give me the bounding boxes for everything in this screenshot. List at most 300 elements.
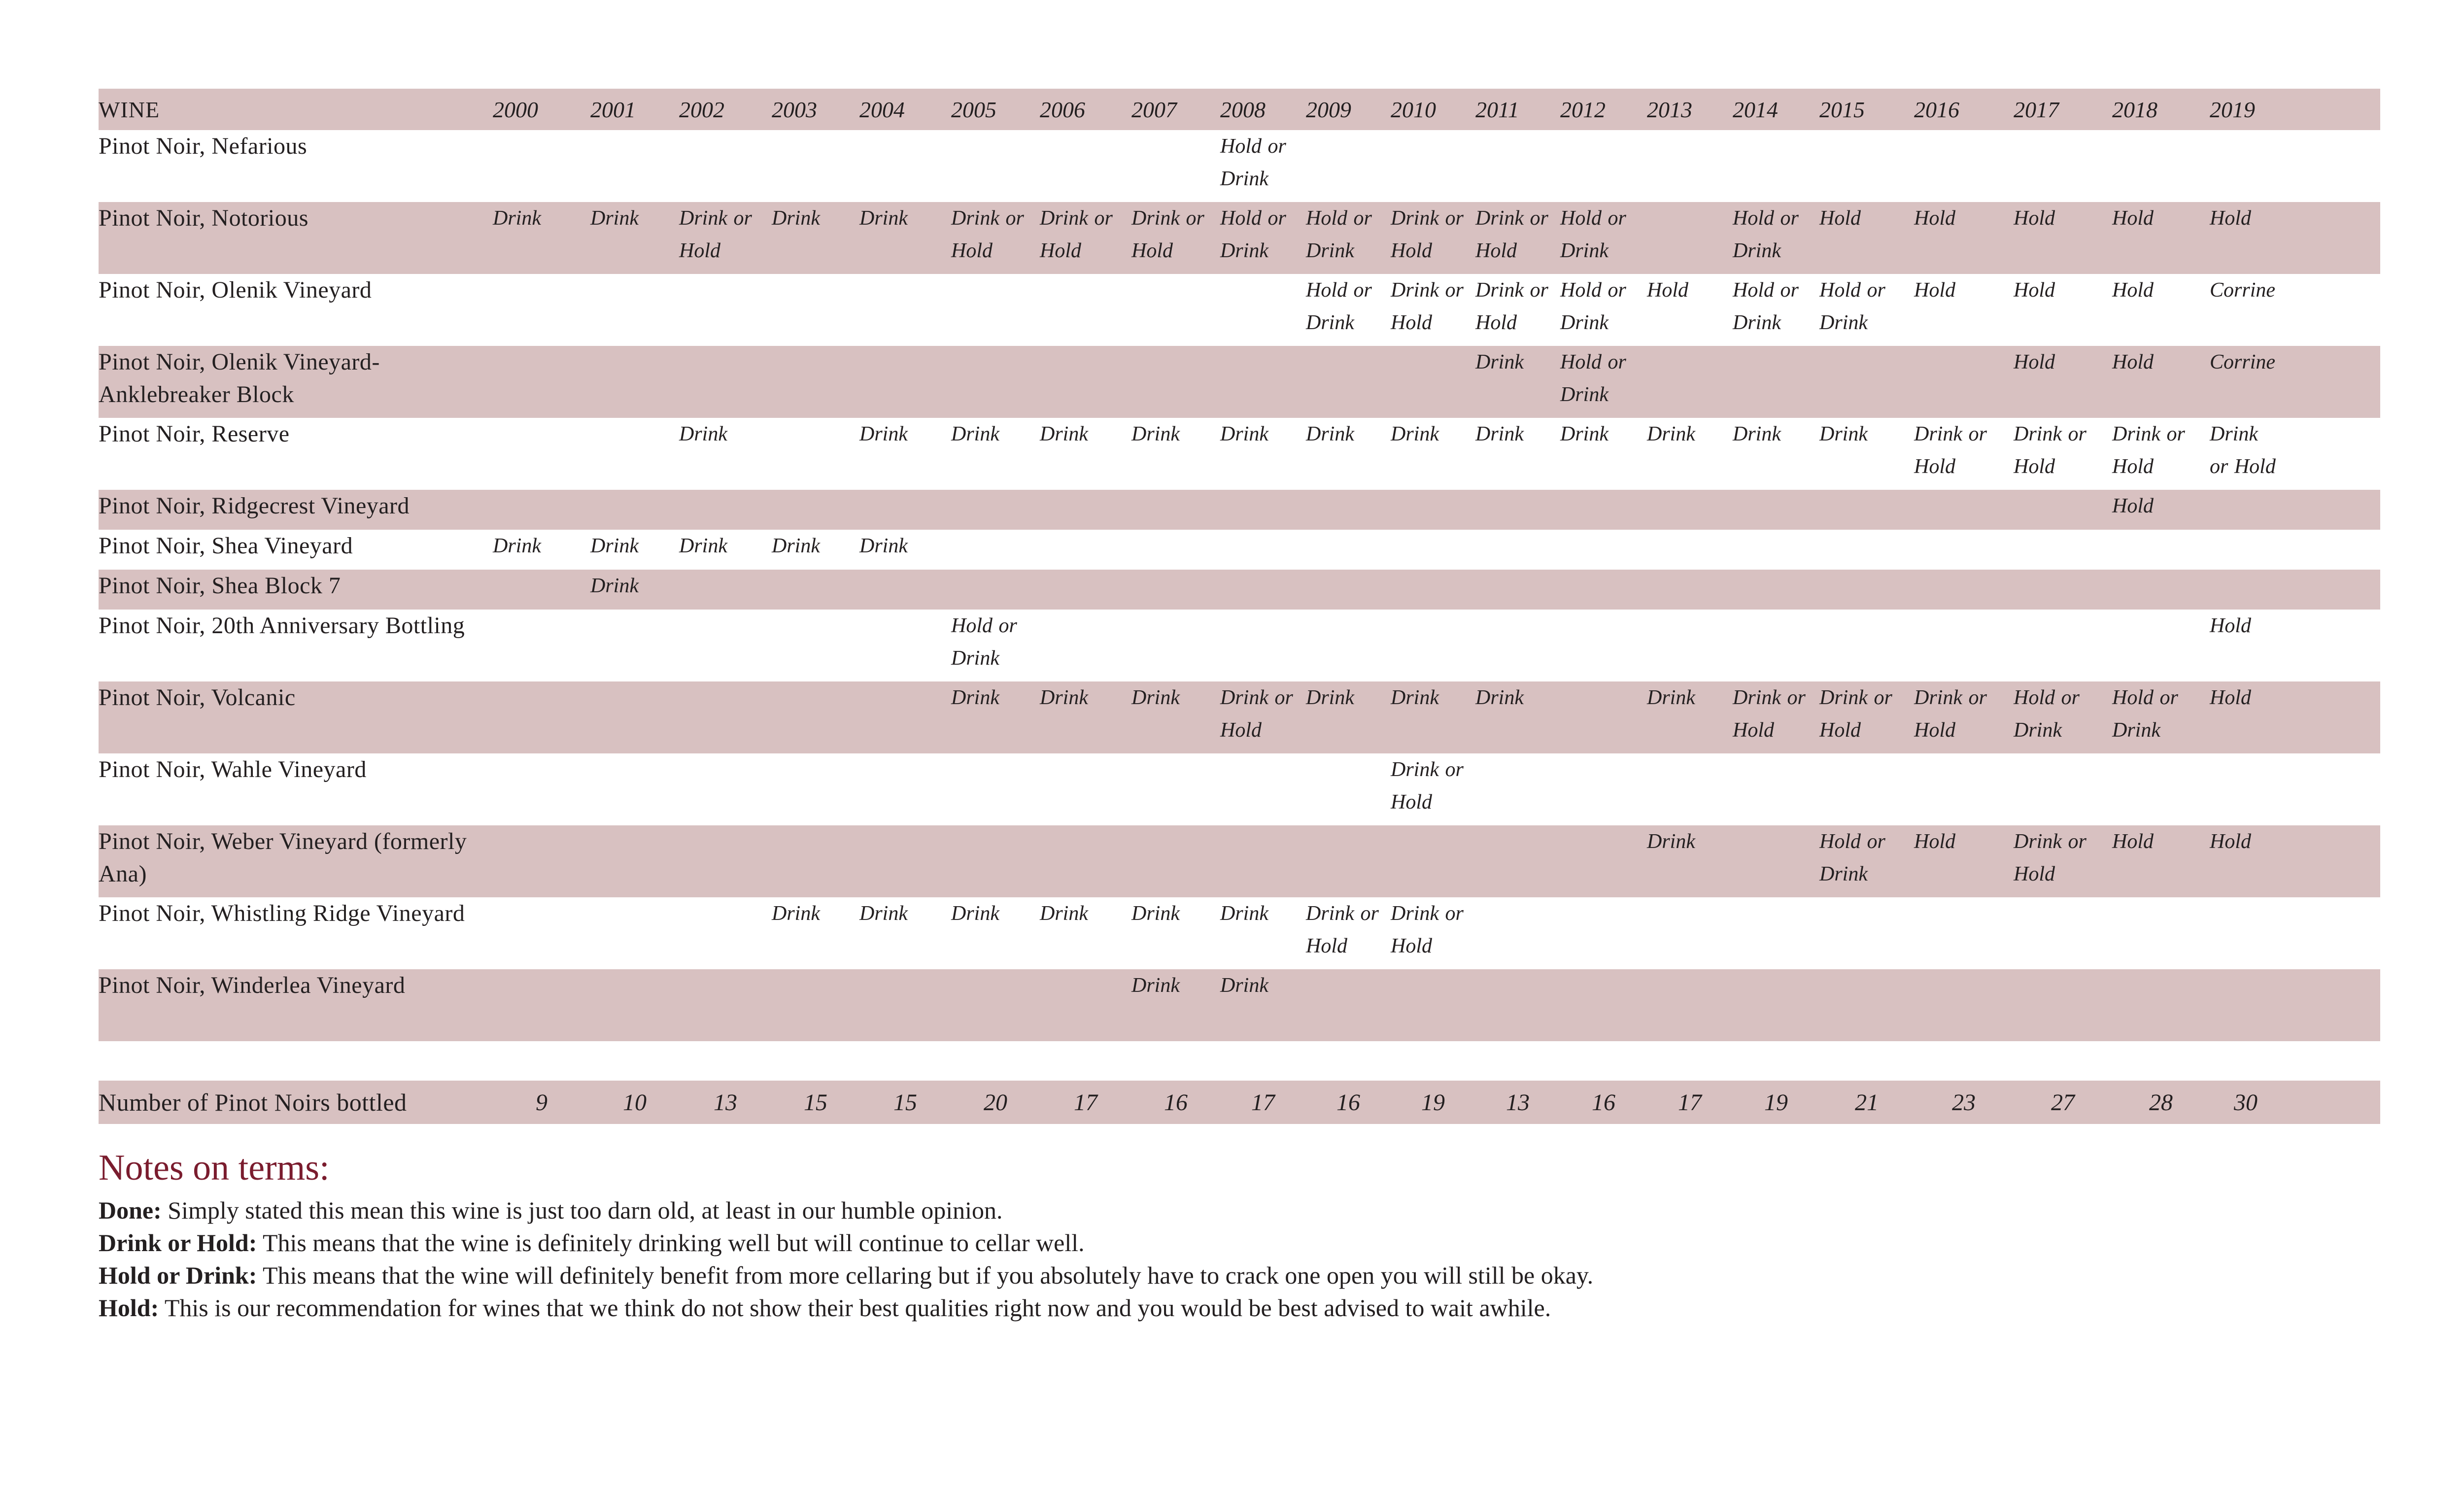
recommendation-cell [679, 897, 772, 969]
recommendation-cell: Drink or Hold [951, 202, 1040, 274]
recommendation-cell: Hold or Drink [1819, 279, 1885, 334]
recommendation-cell [1647, 530, 1733, 570]
recommendation-cell [493, 570, 590, 610]
recommendation-cell: Drink [1306, 681, 1391, 753]
recommendation-cell [1306, 969, 1391, 1041]
recommendation-cell: Corrine [2210, 279, 2276, 302]
recommendation-cell: Drink [772, 535, 820, 557]
recommendation-cell: Drink [590, 535, 639, 557]
recommendation-cell: Drink [1733, 423, 1781, 445]
year-header: 2002 [679, 89, 772, 130]
recommendation-cell: Drink [1220, 969, 1306, 1041]
recommendation-cell [859, 610, 951, 681]
recommendation-cell: Drink or Hold [1391, 758, 1464, 814]
note-line [99, 1259, 2267, 1292]
recommendation-cell [2112, 969, 2210, 1041]
recommendation-cell [1306, 753, 1391, 825]
recommendation-cell [1391, 130, 1475, 202]
recommendation-cell: Drink [1647, 825, 1733, 897]
recommendation-cell [951, 490, 1040, 530]
recommendation-cell [590, 681, 679, 753]
recommendation-cell: Drink [859, 535, 908, 557]
recommendation-cell: Drink [1131, 423, 1180, 445]
recommendation-cell [1040, 570, 1131, 610]
recommendation-cell [679, 346, 772, 418]
year-header: 2018 [2112, 89, 2210, 130]
recommendation-cell: Drink [859, 902, 908, 925]
row-pad [2282, 346, 2380, 418]
recommendation-cell [1220, 490, 1306, 530]
recommendation-cell: Drink [1475, 681, 1560, 753]
bottled-count: 23 [1914, 1081, 2014, 1124]
recommendation-cell [1647, 346, 1733, 418]
recommendation-cell [1914, 753, 2014, 825]
recommendation-cell [1040, 825, 1131, 897]
recommendation-cell [2210, 753, 2282, 825]
recommendation-cell [1819, 753, 1914, 825]
year-header: 2017 [2014, 89, 2112, 130]
recommendation-cell: Corrine [2210, 346, 2282, 418]
recommendation-cell [1040, 753, 1131, 825]
wine-name: Pinot Noir, Volcanic [99, 681, 493, 753]
totals-pad [2282, 1081, 2380, 1124]
recommendation-cell: Drink [772, 202, 859, 274]
year-header: 2005 [951, 89, 1040, 130]
recommendation-cell [2210, 897, 2282, 969]
recommendation-cell: Hold [2210, 614, 2251, 637]
recommendation-cell: Drink [679, 423, 727, 445]
recommendation-cell: Drink [493, 202, 590, 274]
recommendation-cell [2112, 753, 2210, 825]
note-term: Drink or Hold: [99, 1229, 257, 1257]
recommendation-cell [859, 825, 951, 897]
note-term: Done: [99, 1196, 162, 1224]
recommendation-cell: Drink [859, 423, 908, 445]
wine-name: Pinot Noir, Shea Block 7 [99, 570, 493, 610]
recommendation-cell [772, 825, 859, 897]
row-pad [2282, 490, 2380, 530]
recommendation-cell: Drink or Hold [1914, 681, 2014, 753]
recommendation-cell [1560, 610, 1647, 681]
recommendation-cell [1131, 490, 1220, 530]
recommendation-cell: Drink [1220, 902, 1268, 925]
wine-row [99, 418, 2380, 490]
recommendation-cell: Drink [859, 202, 951, 274]
spacer-cell [99, 1041, 2380, 1081]
recommendation-cell [1733, 346, 1819, 418]
recommendation-cell [679, 570, 772, 610]
recommendation-cell [1560, 681, 1647, 753]
recommendation-cell [1647, 130, 1733, 202]
wine-row [99, 202, 2380, 274]
recommendation-cell [2014, 897, 2112, 969]
recommendation-cell: Hold or Drink [1306, 279, 1372, 334]
recommendation-cell: Hold [1647, 279, 1688, 302]
recommendation-cell: Drink or Hold [1475, 202, 1560, 274]
bottled-count: 13 [679, 1081, 772, 1124]
wine-row [99, 681, 2380, 753]
recommendation-cell [493, 897, 590, 969]
recommendation-cell [1131, 346, 1220, 418]
recommendation-cell: Drink [1647, 681, 1733, 753]
recommendation-cell [493, 274, 590, 346]
recommendation-cell [772, 274, 859, 346]
recommendation-cell [2112, 610, 2210, 681]
bottled-count: 19 [1391, 1081, 1475, 1124]
recommendation-cell [1040, 490, 1131, 530]
year-header: 2009 [1306, 89, 1391, 130]
recommendation-cell: Drink [1560, 423, 1608, 445]
recommendation-cell: Drink [493, 535, 541, 557]
recommendation-cell: Hold [2210, 825, 2282, 897]
recommendation-cell [2112, 130, 2210, 202]
year-header: 2011 [1475, 89, 1560, 130]
wine-name: Pinot Noir, Notorious [99, 202, 493, 274]
recommendation-cell [1647, 969, 1733, 1041]
bottled-count: 13 [1475, 1081, 1560, 1124]
bottled-count: 17 [1220, 1081, 1306, 1124]
recommendation-cell [772, 753, 859, 825]
recommendation-cell [1131, 825, 1220, 897]
recommendation-cell: Drink or Hold [1475, 279, 1548, 334]
recommendation-cell [1733, 753, 1819, 825]
recommendation-cell [590, 418, 679, 490]
recommendation-cell [1306, 530, 1391, 570]
recommendation-cell [1475, 897, 1560, 969]
recommendation-cell: Hold or Drink [1560, 346, 1647, 418]
bottled-count: 28 [2112, 1081, 2210, 1124]
recommendation-cell [1040, 530, 1131, 570]
wine-row [99, 610, 2380, 681]
recommendation-cell: Hold [2112, 202, 2210, 274]
recommendation-cell [772, 969, 859, 1041]
recommendation-cell [2210, 130, 2282, 202]
recommendation-cell [1475, 969, 1560, 1041]
recommendation-cell: Drink or Hold [1819, 681, 1914, 753]
recommendation-cell: Hold [1914, 279, 1955, 302]
recommendation-cell [1040, 130, 1131, 202]
recommendation-cell: Drink [679, 535, 727, 557]
recommendation-cell: Drink [1040, 681, 1131, 753]
note-term: Hold: [99, 1294, 159, 1322]
recommendation-cell: Drink or Hold [1391, 279, 1464, 334]
bottled-count: 10 [590, 1081, 679, 1124]
recommendation-cell: Hold or Drink [1733, 202, 1819, 274]
recommendation-cell [1733, 825, 1819, 897]
note-text: This means that the wine is definitely drinking well but will continue to cellar well. [257, 1229, 1085, 1257]
recommendation-cell: Drink or Hold [2014, 423, 2087, 478]
wine-name: Pinot Noir, Reserve [99, 421, 290, 447]
wine-row [99, 570, 2380, 610]
recommendation-cell [679, 610, 772, 681]
recommendation-cell [2210, 490, 2282, 530]
recommendation-cell [1560, 969, 1647, 1041]
recommendation-cell: Drink or Hold [1131, 202, 1220, 274]
note-line [99, 1194, 2267, 1226]
recommendation-cell [1131, 610, 1220, 681]
recommendation-cell [1560, 897, 1647, 969]
wine-name: Pinot Noir, Nefarious [99, 133, 308, 159]
recommendation-cell: Drink [951, 423, 999, 445]
recommendation-cell [1914, 530, 2014, 570]
recommendation-cell [1733, 897, 1819, 969]
wine-row [99, 825, 2380, 897]
recommendation-cell [590, 969, 679, 1041]
recommendation-cell [1647, 570, 1733, 610]
recommendation-cell [772, 130, 859, 202]
wine-row [99, 530, 2380, 570]
recommendation-cell [493, 418, 590, 490]
wine-name: Pinot Noir, Wahle Vineyard [99, 756, 367, 782]
recommendation-cell: Drink or Hold [2210, 423, 2276, 478]
recommendation-cell [1220, 570, 1306, 610]
recommendation-cell: Drink [1040, 423, 1088, 445]
bottled-count: 9 [493, 1081, 590, 1124]
recommendation-cell [1733, 530, 1819, 570]
recommendation-cell [1391, 570, 1475, 610]
recommendation-cell [679, 753, 772, 825]
recommendation-cell [1306, 130, 1391, 202]
row-pad [2282, 753, 2380, 825]
recommendation-cell: Drink or Hold [1391, 202, 1475, 274]
recommendation-cell [859, 681, 951, 753]
recommendation-cell [1220, 346, 1306, 418]
recommendation-cell [493, 490, 590, 530]
recommendation-cell [859, 130, 951, 202]
recommendation-cell: Hold [2112, 490, 2210, 530]
recommendation-cell [772, 570, 859, 610]
recommendation-cell: Drink [1306, 423, 1354, 445]
recommendation-cell [951, 530, 1040, 570]
recommendation-cell [493, 610, 590, 681]
recommendation-cell [772, 610, 859, 681]
recommendation-cell [1733, 490, 1819, 530]
note-line [99, 1292, 2267, 1324]
note-text: This means that the wine will definitely benefit from more cellaring but if you absolutely have to crack one open you will still be okay. [257, 1261, 1594, 1289]
recommendation-cell [1733, 570, 1819, 610]
header-row [99, 89, 2380, 130]
spacer-row [99, 1041, 2380, 1081]
year-header: 2004 [859, 89, 951, 130]
recommendation-cell [493, 346, 590, 418]
year-header: 2015 [1819, 89, 1914, 130]
recommendation-cell: Drink [590, 570, 679, 610]
recommendation-cell [1475, 490, 1560, 530]
recommendation-cell [590, 490, 679, 530]
wine-name: Pinot Noir, Winderlea Vineyard [99, 969, 493, 1041]
recommendation-cell [951, 753, 1040, 825]
bottled-count: 17 [1040, 1081, 1131, 1124]
year-header: 2014 [1733, 89, 1819, 130]
recommendation-cell [1306, 825, 1391, 897]
recommendation-cell [590, 897, 679, 969]
recommendation-cell [1220, 825, 1306, 897]
recommendation-cell: Drink or Hold [1914, 423, 1987, 478]
recommendation-cell: Drink [1220, 423, 1268, 445]
recommendation-cell [1733, 610, 1819, 681]
recommendation-cell: Hold or Drink [1733, 279, 1799, 334]
bottled-count: 20 [951, 1081, 1040, 1124]
recommendation-cell [1819, 969, 1914, 1041]
recommendation-cell [1040, 346, 1131, 418]
recommendation-cell [590, 274, 679, 346]
recommendation-cell: Hold [1914, 202, 2014, 274]
recommendation-cell [1131, 753, 1220, 825]
wine-name: Pinot Noir, 20th Anniversary Bottling [99, 612, 465, 639]
note-text: This is our recommendation for wines that we think do not show their best qualities right now and you would be best advised to wait awhile. [159, 1294, 1551, 1322]
year-header: 2008 [1220, 89, 1306, 130]
recommendation-cell [1391, 346, 1475, 418]
year-header: 2006 [1040, 89, 1131, 130]
note-text: Simply stated this mean this wine is just too darn old, at least in our humble opinion. [161, 1196, 1003, 1224]
recommendation-cell [1819, 610, 1914, 681]
recommendation-cell [1647, 753, 1733, 825]
recommendation-cell [2014, 570, 2112, 610]
recommendation-cell [590, 346, 679, 418]
recommendation-cell [1914, 346, 2014, 418]
recommendation-cell: Hold [1914, 825, 2014, 897]
vintage-chart-table [99, 89, 2380, 1124]
recommendation-cell [859, 490, 951, 530]
recommendation-cell [1040, 274, 1131, 346]
recommendation-cell [493, 825, 590, 897]
row-pad [2282, 418, 2380, 490]
recommendation-cell: Drink or Hold [1220, 681, 1306, 753]
row-pad [2282, 610, 2380, 681]
recommendation-cell [1306, 610, 1391, 681]
wine-row [99, 969, 2380, 1041]
recommendation-cell [679, 969, 772, 1041]
recommendation-cell: Drink [1475, 423, 1524, 445]
row-pad [2282, 130, 2380, 202]
year-header: 2001 [590, 89, 679, 130]
recommendation-cell [679, 825, 772, 897]
wine-name: Pinot Noir, Shea Vineyard [99, 533, 353, 559]
recommendation-cell [1131, 274, 1220, 346]
recommendation-cell [1040, 969, 1131, 1041]
recommendation-cell [1819, 570, 1914, 610]
recommendation-cell [1391, 530, 1475, 570]
recommendation-cell [1475, 825, 1560, 897]
recommendation-cell [1560, 130, 1647, 202]
recommendation-cell [1391, 825, 1475, 897]
recommendation-cell: Drink [1131, 969, 1220, 1041]
recommendation-cell: Drink [1391, 423, 1439, 445]
recommendation-cell [1914, 610, 2014, 681]
recommendation-cell [2014, 753, 2112, 825]
recommendation-cell: Hold or Drink [951, 614, 1017, 670]
recommendation-cell [2210, 969, 2282, 1041]
recommendation-cell: Hold or Drink [1819, 825, 1914, 897]
recommendation-cell [1220, 530, 1306, 570]
recommendation-cell [590, 753, 679, 825]
recommendation-cell [1819, 346, 1914, 418]
recommendation-cell [1560, 825, 1647, 897]
bottled-count: 15 [772, 1081, 859, 1124]
wine-row [99, 274, 2380, 346]
recommendation-cell [679, 274, 772, 346]
note-line [99, 1226, 2267, 1259]
note-term: Hold or Drink: [99, 1261, 257, 1289]
recommendation-cell [2112, 530, 2210, 570]
notes-title: Notes on terms: [99, 1148, 330, 1188]
recommendation-cell [859, 969, 951, 1041]
notes-list [99, 1194, 2267, 1324]
recommendation-cell [2014, 530, 2112, 570]
recommendation-cell [2014, 490, 2112, 530]
recommendation-cell [1306, 570, 1391, 610]
recommendation-cell: Hold or Drink [2112, 681, 2210, 753]
recommendation-cell [951, 274, 1040, 346]
recommendation-cell: Hold [2112, 346, 2210, 418]
wine-row [99, 130, 2380, 202]
recommendation-cell: Hold or Drink [1306, 202, 1391, 274]
recommendation-cell: Drink [1819, 423, 1868, 445]
row-pad [2282, 274, 2380, 346]
recommendation-cell [1306, 490, 1391, 530]
recommendation-cell [1560, 753, 1647, 825]
recommendation-cell [493, 681, 590, 753]
recommendation-cell [590, 610, 679, 681]
bottled-count: 21 [1819, 1081, 1914, 1124]
recommendation-cell [493, 130, 590, 202]
recommendation-cell [1220, 753, 1306, 825]
recommendation-cell [590, 825, 679, 897]
recommendation-cell [772, 418, 859, 490]
recommendation-cell [951, 346, 1040, 418]
recommendation-cell [1560, 490, 1647, 530]
year-header: 2007 [1131, 89, 1220, 130]
recommendation-cell [1475, 130, 1560, 202]
recommendation-cell [1306, 346, 1391, 418]
year-header: 2019 [2210, 89, 2282, 130]
recommendation-cell: Drink [1040, 902, 1088, 925]
row-pad [2282, 897, 2380, 969]
wine-name: Pinot Noir, Olenik Vineyard-Anklebreaker Block [99, 346, 493, 418]
recommendation-cell [1647, 610, 1733, 681]
row-pad [2282, 825, 2380, 897]
bottled-count: 30 [2210, 1081, 2282, 1124]
recommendation-cell: Hold or Drink [1220, 135, 1286, 190]
recommendation-cell [1475, 610, 1560, 681]
recommendation-cell [772, 346, 859, 418]
recommendation-cell [1647, 490, 1733, 530]
recommendation-cell [1560, 530, 1647, 570]
row-pad [2282, 570, 2380, 610]
recommendation-cell: Hold [2014, 202, 2112, 274]
recommendation-cell [772, 490, 859, 530]
recommendation-cell [1914, 969, 2014, 1041]
recommendation-cell [1475, 570, 1560, 610]
recommendation-cell: Drink or Hold [1306, 902, 1379, 957]
totals-row [99, 1081, 2380, 1124]
recommendation-cell [1914, 490, 2014, 530]
year-header: 2003 [772, 89, 859, 130]
bottled-count: 27 [2014, 1081, 2112, 1124]
recommendation-cell [679, 130, 772, 202]
recommendation-cell: Hold or Drink [2014, 681, 2112, 753]
year-header: 2010 [1391, 89, 1475, 130]
bottled-count: 16 [1306, 1081, 1391, 1124]
recommendation-cell [1914, 130, 2014, 202]
recommendation-cell [1647, 202, 1733, 274]
recommendation-cell: Drink [1475, 346, 1560, 418]
recommendation-cell [1220, 610, 1306, 681]
recommendation-cell: Drink or Hold [2014, 825, 2112, 897]
recommendation-cell [951, 570, 1040, 610]
recommendation-cell [951, 969, 1040, 1041]
recommendation-cell: Drink [951, 681, 1040, 753]
